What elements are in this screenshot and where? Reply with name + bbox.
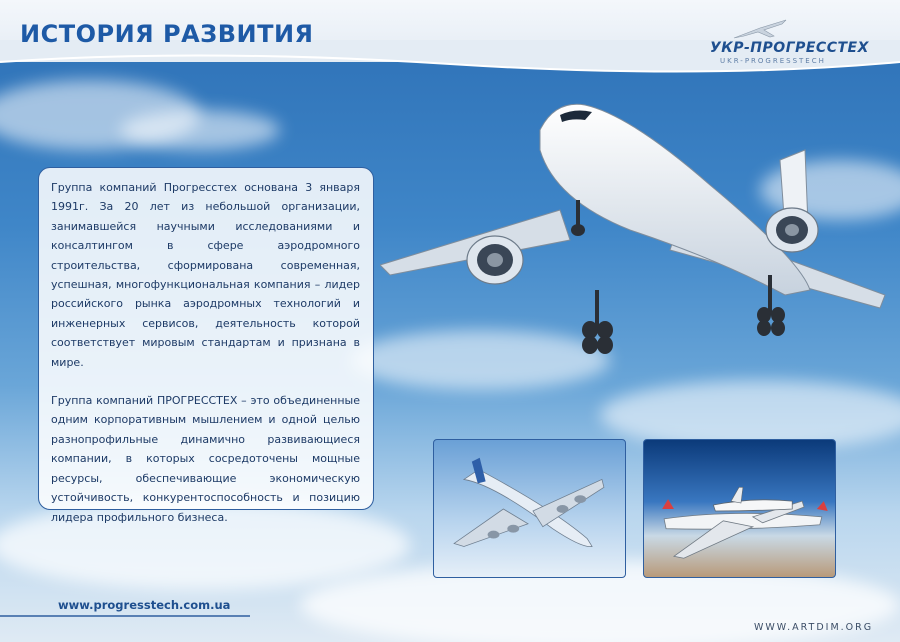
designer-credit[interactable]: WWW.ARTDIM.ORG	[754, 622, 874, 633]
airliner-image	[380, 90, 900, 360]
page-title: ИСТОРИЯ РАЗВИТИЯ	[20, 20, 314, 48]
history-paragraph: Группа компаний Прогресстех основана 3 января 1991г. За 20 лет из небольшой организации, занимавшейся научными исследованиями и консалтингом в сфере аэродромного строительства, сформирована современная, успешная, многофункциональная компания – лидер российского рынка аэродромных технологий и инженерных сервисов, деятельность которой соответствует мировым стандартам и признана в мире.	[51, 181, 360, 369]
footer-divider	[0, 612, 260, 642]
cargo-plane-image	[434, 440, 625, 577]
website-link[interactable]: www.progresstech.com.ua	[58, 598, 231, 612]
photo-an225-buran	[643, 439, 836, 578]
history-text-panel	[38, 167, 374, 524]
plane-logo-icon	[730, 16, 790, 42]
photo-an124	[433, 439, 626, 578]
logo-name: УКР-ПРОГРЕССТЕХ	[710, 40, 869, 56]
history-paragraph: Группа компаний ПРОГРЕССТЕХ – это объединенные одним корпоративным мышлением и одной целью разнопрофильные динамично развивающиеся компании, в которых сосредоточены мощные ресурсы, обеспечивающие экономическую устойчивость, конкурентоспособность и позицию лидера профильного бизнеса.	[51, 394, 360, 524]
logo-subtitle: UKR-PROGRESSTECH	[720, 57, 826, 65]
cloud	[120, 110, 280, 150]
an225-with-buran-image	[644, 440, 835, 577]
company-logo	[690, 16, 880, 76]
